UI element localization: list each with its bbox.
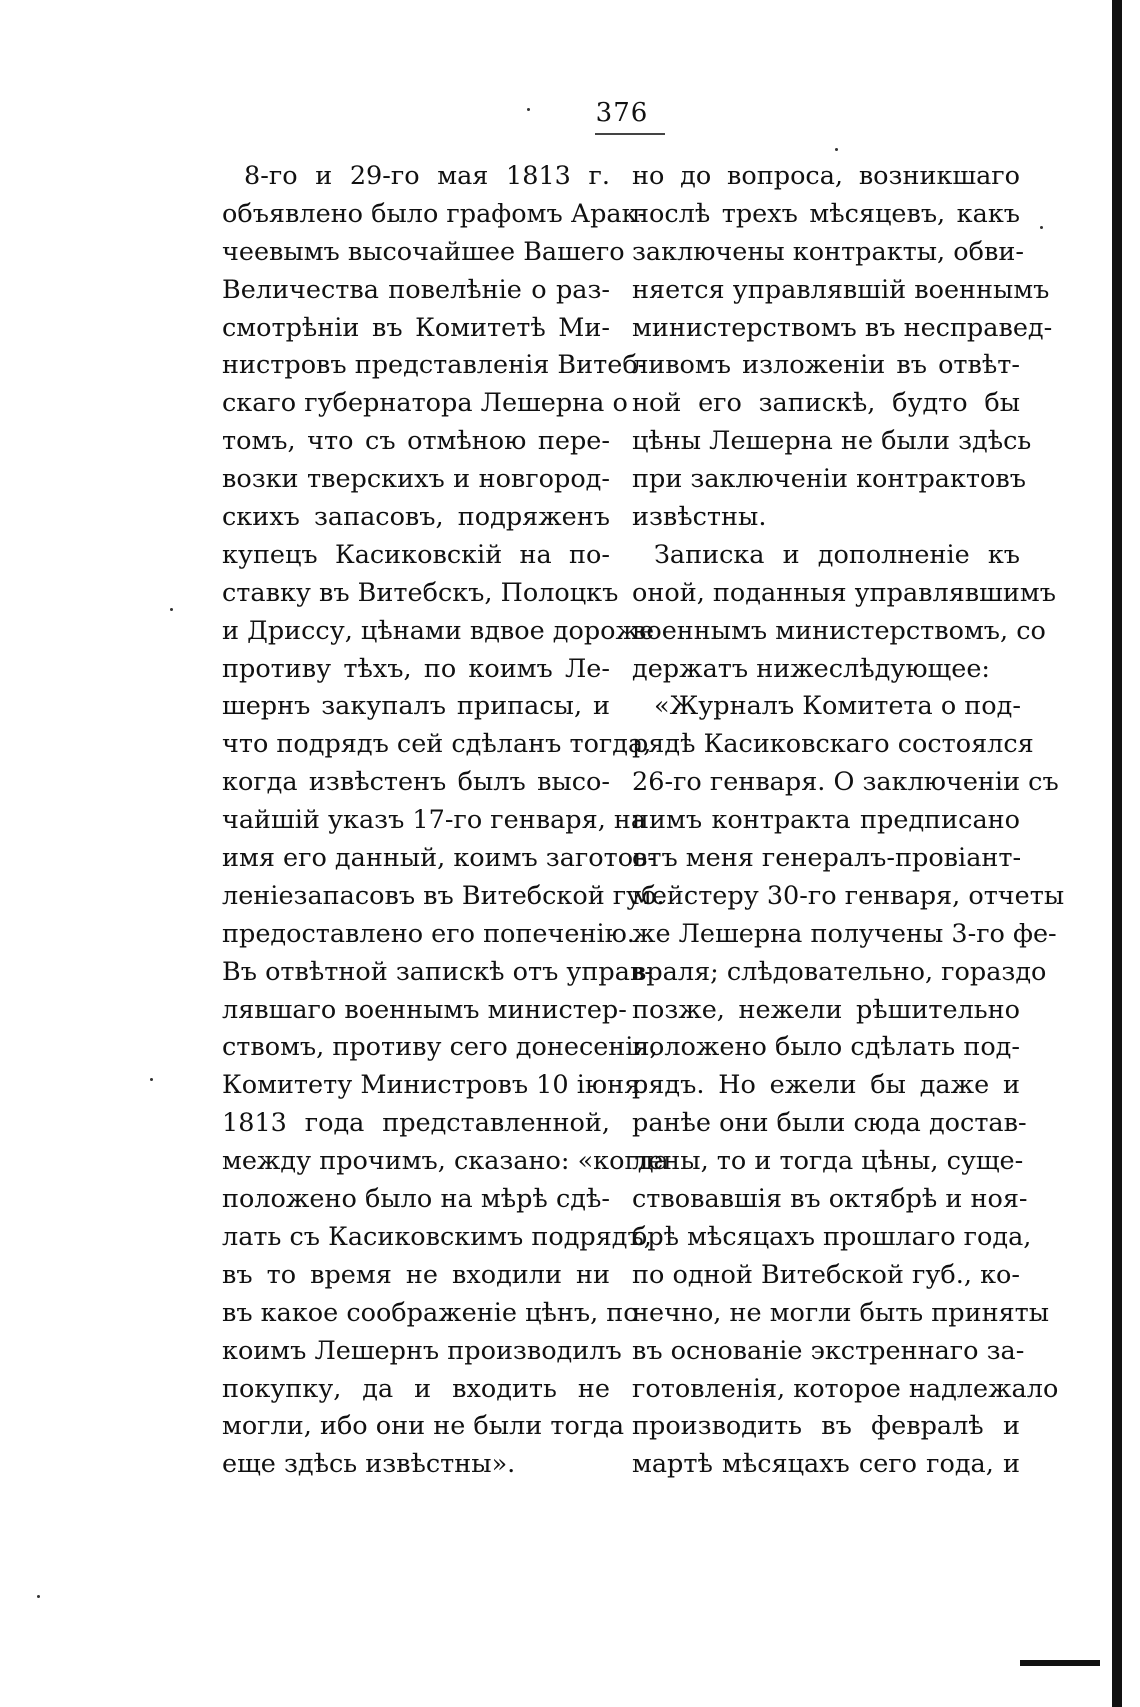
text-line: враля; слѣдовательно, гораздо (632, 956, 1047, 987)
text-line: и Дриссу, цѣнами вдвое дороже (222, 615, 655, 646)
text-line: мейстеру 30-го генваря, отчеты (632, 880, 1065, 911)
text-line: «Журналъ Комитета о под- (654, 691, 1021, 722)
text-line: мартѣ мѣсяцахъ сего года, и (632, 1449, 1020, 1480)
text-line: рядѣ Касиковскаго состоялся (632, 729, 1034, 760)
text-line: ранѣе они были сюда достав- (632, 1108, 1027, 1139)
text-line: ной его запискѣ, будто бы (632, 388, 1020, 419)
text-line: готовленія, которое надлежало (632, 1373, 1059, 1404)
text-line: скаго губернатора Лешерна о (222, 388, 628, 419)
text-line: Записка и дополненіе къ (654, 539, 1020, 570)
text-line: ствомъ, противу сего донесенія, (222, 1032, 658, 1063)
speck (37, 1595, 40, 1598)
text-line: ливомъ изложеніи въ отвѣт- (632, 350, 1020, 381)
speck (150, 1078, 153, 1081)
text-line: 1813 года представленной, (222, 1108, 610, 1139)
right-column (632, 158, 1065, 1484)
text-line: противу тѣхъ, по коимъ Ле- (222, 653, 610, 684)
text-line: могли, ибо они не были тогда (222, 1411, 625, 1442)
text-line: брѣ мѣсяцахъ прошлаго года, (632, 1221, 1032, 1252)
text-line: лены, то и тогда цѣны, суще- (632, 1146, 1024, 1177)
text-line: въ основаніе экстреннаго за- (632, 1335, 1025, 1366)
text-line: няется управлявшій военнымъ (632, 274, 1050, 305)
text-line: ставку въ Витебскъ, Полоцкъ (222, 577, 619, 608)
text-line: рядъ. Но ежели бы даже и (632, 1070, 1020, 1101)
text-line: по одной Витебской губ., ко- (632, 1259, 1020, 1290)
text-line: отъ меня генералъ-провіант- (632, 843, 1022, 874)
text-line: нечно, не могли быть приняты (632, 1297, 1050, 1328)
text-line: оной, поданныя управлявшимъ (632, 577, 1056, 608)
text-line: 8-го и 29-го мая 1813 г. (244, 161, 610, 191)
text-line: покупку, да и входить не (222, 1373, 610, 1404)
left-column (222, 158, 669, 1484)
speck (835, 148, 838, 151)
text-line: купецъ Касиковскій на по- (222, 539, 610, 570)
text-line: при заключеніи контрактовъ (632, 464, 1026, 495)
text-line: лать съ Касиковскимъ подрядъ, (222, 1221, 652, 1252)
text-line: еще здѣсь извѣстны». (222, 1449, 516, 1480)
text-line: 26-го генваря. О заключеніи съ (632, 767, 1059, 798)
text-line: нистровъ представленія Витеб- (222, 350, 647, 381)
speck (1040, 226, 1043, 229)
text-line: шернъ закупалъ припасы, и (222, 691, 610, 722)
page-number: 376 (595, 98, 649, 128)
text-line: лявшаго военнымъ министер- (222, 994, 627, 1025)
text-line: послѣ трехъ мѣсяцевъ, какъ (632, 198, 1020, 229)
text-line: военнымъ министерствомъ, со (632, 615, 1046, 646)
text-line: томъ, что съ отмѣною пере- (222, 426, 610, 457)
text-line: предоставлено его попеченію. (222, 918, 635, 949)
text-line: позже, нежели рѣшительно (632, 994, 1020, 1025)
text-line: чеевымъ высочайшее Вашего (222, 236, 625, 267)
speck (170, 608, 173, 611)
text-line: ствовавшія въ октябрѣ и ноя- (632, 1184, 1028, 1215)
text-line: производить въ февралѣ и (632, 1411, 1020, 1442)
text-line: Комитету Министровъ 10 іюня (222, 1070, 641, 1101)
text-line: что подрядъ сей сдѣланъ тогда, (222, 729, 652, 760)
text-line: въ то время не входили ни (222, 1259, 610, 1290)
text-line: въ какое соображеніе цѣнъ, по (222, 1297, 639, 1328)
text-line: коимъ Лешернъ производилъ (222, 1335, 622, 1366)
text-line: скихъ запасовъ, подряженъ (222, 502, 610, 533)
text-line: министерствомъ въ несправед- (632, 312, 1053, 343)
text-line: объявлено было графомъ Арак- (222, 198, 647, 229)
text-line: Въ отвѣтной запискѣ отъ управ- (222, 956, 653, 987)
text-line: положено было сдѣлать под- (632, 1032, 1020, 1063)
text-line: но до вопроса, возникшаго (632, 161, 1020, 191)
speck (527, 108, 530, 111)
text-line: леніезапасовъ въ Витебской губ. (222, 880, 665, 911)
text-line: заключены контракты, обви- (632, 236, 1024, 267)
page-number-rule (595, 133, 665, 135)
text-line: нимъ контракта предписано (632, 805, 1020, 836)
text-line: Величества повелѣніе о раз- (222, 274, 610, 305)
text-line: же Лешерна получены 3-го фе- (632, 918, 1057, 949)
text-line: возки тверскихъ и новгород- (222, 464, 610, 495)
page-edge-mark (1020, 1660, 1100, 1666)
text-line: между прочимъ, сказано: «когда (222, 1146, 669, 1177)
text-line: имя его данный, коимъ заготов- (222, 843, 657, 874)
text-line: смотрѣніи въ Комитетѣ Ми- (222, 312, 610, 343)
text-line: цѣны Лешерна не были здѣсь (632, 426, 1032, 457)
text-line: извѣстны. (632, 502, 767, 533)
text-line: чайшій указъ 17-го генваря, на (222, 805, 647, 836)
text-line: положено было на мѣрѣ сдѣ- (222, 1184, 610, 1215)
text-line: когда извѣстенъ былъ высо- (222, 767, 610, 798)
text-line: держатъ нижеслѣдующее: (632, 653, 990, 684)
page-edge-shadow (1112, 0, 1122, 1707)
